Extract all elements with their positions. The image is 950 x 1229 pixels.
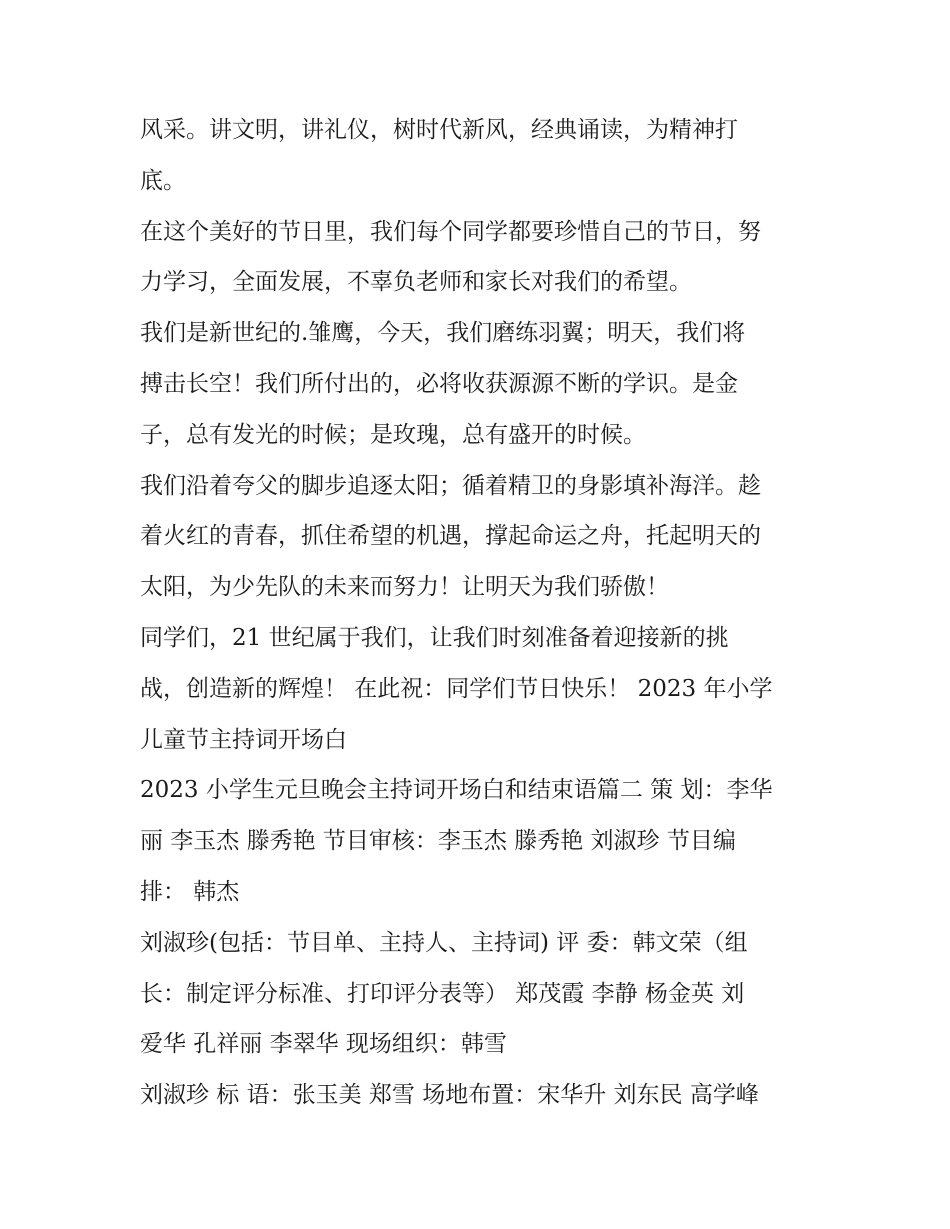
document-body — [140, 105, 820, 1121]
text-line: 丽 李玉杰 滕秀艳 节目审核：李玉杰 滕秀艳 刘淑珍 节目编 — [140, 828, 736, 855]
text-line: 爱华 孔祥丽 李翠华 现场组织：韩雪 — [140, 1031, 507, 1058]
text-line: 力学习，全面发展，不辜负老师和家长对我们的希望。 — [140, 269, 692, 296]
text-line: 子，总有发光的时候；是玫瑰，总有盛开的时候。 — [140, 421, 646, 448]
text-line: 底。 — [140, 167, 186, 194]
text-line: 2023 小学生元旦晚会主持词开场白和结束语篇二 策 划：李华 — [140, 777, 773, 804]
text-line: 刘淑珍(包括：节目单、主持人、主持词) 评 委：韩文荣（组 — [140, 929, 748, 956]
text-line: 同学们，21 世纪属于我们，让我们时刻准备着迎接新的挑 — [140, 624, 729, 651]
text-line: 太阳，为少先队的未来而努力！让明天为我们骄傲！ — [140, 574, 669, 601]
text-line: 排： 韩杰 — [140, 878, 240, 905]
text-line: 儿童节主持词开场白 — [140, 726, 347, 753]
text-line: 长：制定评分标准、打印评分表等） 郑茂霞 李静 杨金英 刘 — [140, 980, 745, 1007]
text-line: 风采。讲文明，讲礼仪，树时代新风，经典诵读，为精神打 — [140, 117, 738, 143]
text-line: 刘淑珍 标 语：张玉美 郑雪 场地布置：宋华升 刘东民 高学峰 — [140, 1082, 759, 1109]
text-line: 搏击长空！我们所付出的，必将收获源源不断的学识。是金 — [140, 370, 738, 397]
text-line: 在这个美好的节日里，我们每个同学都要珍惜自己的节日，努 — [140, 218, 761, 245]
text-line: 我们沿着夸父的脚步追逐太阳；循着精卫的身影填补海洋。趁 — [140, 472, 761, 499]
text-line: 着火红的青春，抓住希望的机遇，撑起命运之舟，托起明天的 — [140, 523, 761, 550]
text-line: 我们是新世纪的.雏鹰，今天，我们磨练羽翼；明天，我们将 — [140, 320, 746, 347]
text-line: 战，创造新的辉煌！ 在此祝：同学们节日快乐！ 2023 年小学 — [140, 675, 773, 702]
